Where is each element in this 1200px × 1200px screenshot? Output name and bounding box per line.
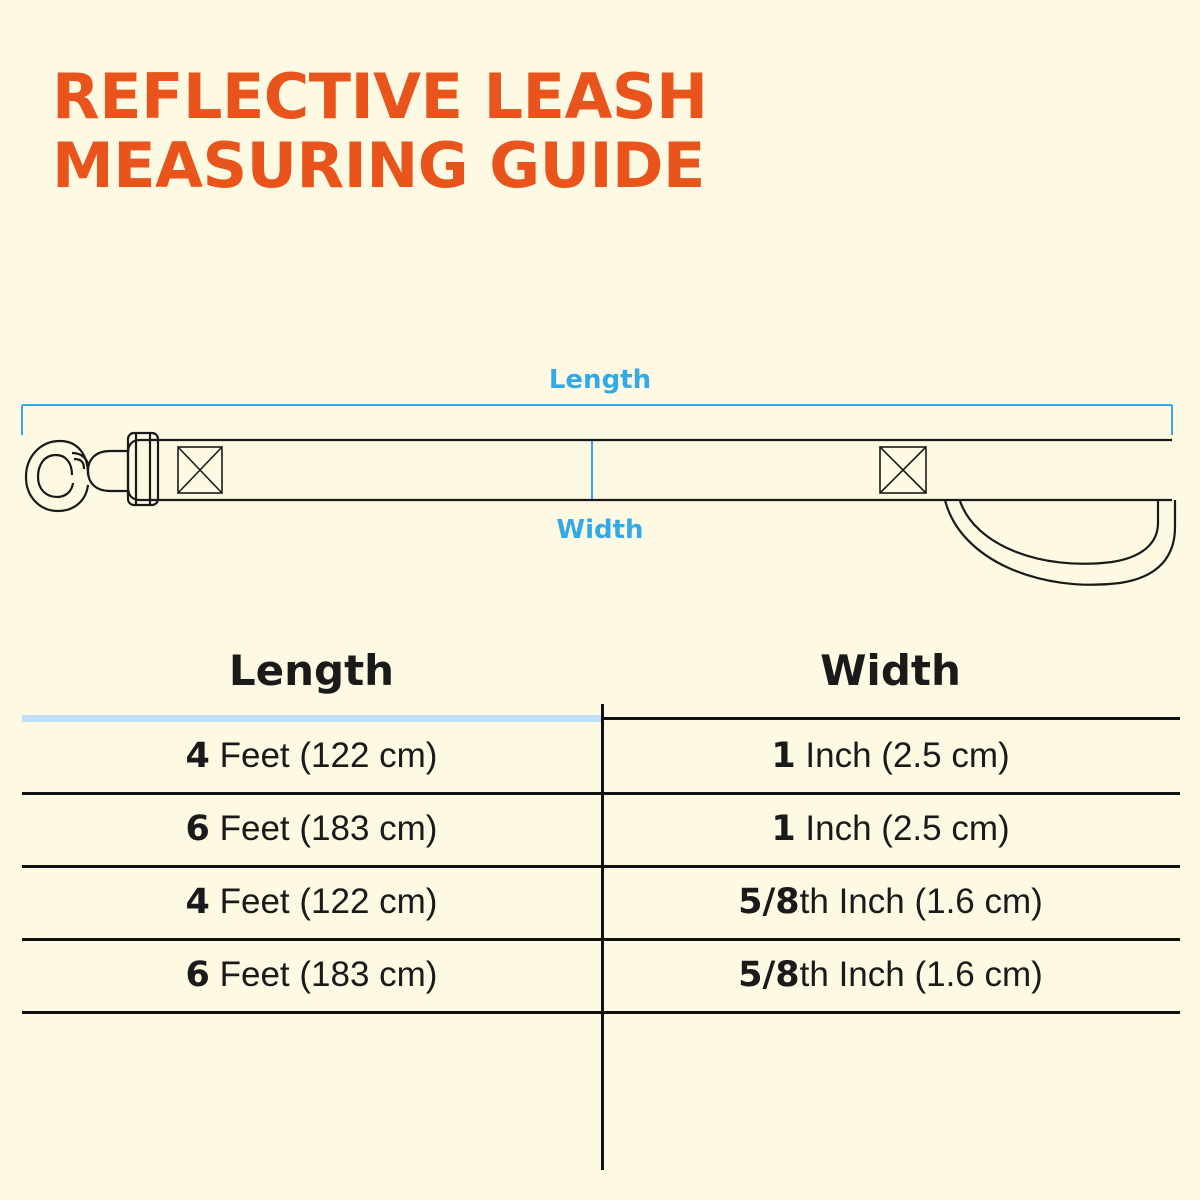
cell-length-unit: Feet (183 cm) bbox=[209, 809, 438, 848]
cell-length-value: 6 bbox=[185, 955, 210, 995]
stitch-box-near-handle bbox=[880, 447, 926, 493]
page-title bbox=[52, 62, 1052, 201]
cell-width-value: 5/8 bbox=[738, 955, 800, 995]
cell-width bbox=[601, 868, 1180, 938]
leash-strap bbox=[172, 440, 1172, 500]
page-title-line-2: MEASURING GUIDE bbox=[52, 129, 705, 203]
cell-width-unit: th Inch (1.6 cm) bbox=[799, 955, 1043, 994]
cell-length bbox=[22, 941, 601, 1011]
cell-length-value: 4 bbox=[185, 882, 210, 922]
page-title-line-1: REFLECTIVE LEASH bbox=[52, 60, 708, 133]
cell-width bbox=[601, 941, 1180, 1011]
header-divider-left bbox=[22, 715, 601, 722]
cell-width-unit: Inch (2.5 cm) bbox=[795, 809, 1010, 848]
cell-width bbox=[601, 795, 1180, 865]
header-divider-right bbox=[601, 717, 1180, 720]
width-dimension-bracket bbox=[592, 440, 612, 500]
cell-width-unit: th Inch (1.6 cm) bbox=[799, 882, 1043, 921]
length-label: Length bbox=[548, 365, 652, 395]
cell-width-value: 1 bbox=[771, 736, 796, 776]
cell-width-value: 1 bbox=[771, 809, 796, 849]
leash-diagram bbox=[0, 355, 1200, 615]
column-header-width: Width bbox=[820, 646, 961, 695]
cell-length-unit: Feet (122 cm) bbox=[209, 736, 438, 775]
column-header-length: Length bbox=[228, 646, 395, 695]
cell-width bbox=[601, 722, 1180, 792]
leash-snap-hook bbox=[26, 433, 172, 511]
table-column-divider bbox=[601, 704, 604, 1170]
cell-width-value: 5/8 bbox=[738, 882, 800, 922]
length-dimension-bracket bbox=[22, 405, 1172, 435]
size-table bbox=[22, 640, 1180, 1014]
cell-length bbox=[22, 722, 601, 792]
cell-length-unit: Feet (122 cm) bbox=[209, 882, 438, 921]
cell-width-unit: Inch (2.5 cm) bbox=[795, 736, 1010, 775]
cell-length-unit: Feet (183 cm) bbox=[209, 955, 438, 994]
cell-length-value: 4 bbox=[185, 736, 210, 776]
cell-length bbox=[22, 795, 601, 865]
cell-length bbox=[22, 868, 601, 938]
width-label: Width bbox=[556, 515, 644, 545]
stitch-box-near-clip bbox=[178, 447, 222, 493]
cell-length-value: 6 bbox=[185, 809, 210, 849]
